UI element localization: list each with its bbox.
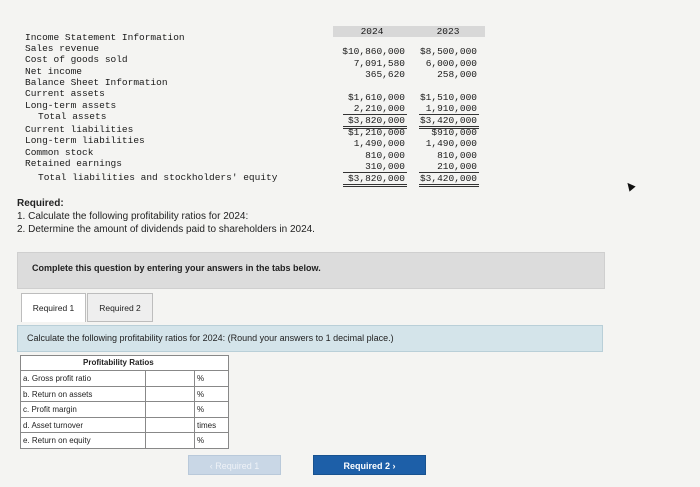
- value-2023-total: $3,420,000: [419, 173, 479, 187]
- profit-margin-input[interactable]: [145, 402, 195, 417]
- row-label: Net income: [25, 66, 83, 77]
- table-row: [21, 370, 228, 386]
- ratio-unit: %: [197, 389, 205, 399]
- row-label: Long-term assets: [25, 100, 117, 111]
- table-row: [21, 401, 228, 417]
- value-2024: $1,610,000: [347, 92, 405, 103]
- ratio-label: e. Return on equity: [23, 436, 91, 446]
- value-2024: $1,210,000: [347, 127, 405, 138]
- table-row: [21, 432, 228, 448]
- value-2023-total: $3,420,000: [419, 115, 479, 129]
- row-label: Balance Sheet Information: [25, 77, 168, 88]
- table-header: [21, 356, 228, 370]
- value-2023: 258,000: [437, 69, 477, 80]
- profitability-ratios-table: [20, 355, 229, 449]
- ratio-unit: %: [197, 436, 205, 446]
- question-instruction: [17, 325, 603, 352]
- ratio-unit: times: [197, 420, 217, 430]
- row-label: Income Statement Information: [25, 32, 185, 43]
- row-label: Total assets: [38, 111, 107, 122]
- value-2023: 210,000: [419, 161, 479, 173]
- ratio-unit: %: [197, 374, 205, 383]
- value-2023: 1,490,000: [425, 138, 477, 149]
- ratio-label: c. Profit margin: [23, 405, 77, 415]
- year-header-2024: 2024: [333, 26, 411, 37]
- row-label: Cost of goods sold: [25, 54, 128, 65]
- value-2024-total: $3,820,000: [343, 173, 407, 187]
- row-label: Common stock: [25, 147, 94, 158]
- value-2023: 6,000,000: [425, 58, 477, 69]
- instruction-text: Calculate the following profitability ratios for 2024: (Round your answers to 1 decimal place.): [27, 333, 394, 343]
- required-section: [17, 197, 315, 236]
- prev-required-1-button[interactable]: ‹ Required 1: [188, 455, 281, 475]
- ratio-label: d. Asset turnover: [23, 420, 84, 430]
- row-label: Current liabilities: [25, 124, 134, 135]
- value-2023: 810,000: [437, 150, 477, 161]
- row-label: Current assets: [25, 88, 105, 99]
- value-2023: 1,910,000: [419, 103, 479, 115]
- instruction-banner: [17, 252, 605, 289]
- row-label: Long-term liabilities: [25, 135, 145, 146]
- ratio-label: b. Return on assets: [23, 389, 93, 399]
- return-on-equity-input[interactable]: [145, 433, 195, 448]
- value-2023: $1,510,000: [419, 92, 477, 103]
- value-2024: 7,091,580: [353, 58, 405, 69]
- required-item: 1. Calculate the following profitability ratios for 2024:: [17, 211, 249, 222]
- row-label: Total liabilities and stockholders' equity: [38, 172, 278, 183]
- ratio-unit: %: [197, 405, 205, 415]
- return-on-assets-input[interactable]: [145, 387, 195, 402]
- required-title: Required:: [17, 198, 64, 209]
- required-item: 2. Determine the amount of dividends paid to shareholders in 2024.: [17, 224, 315, 235]
- value-2024: 2,210,000: [343, 103, 407, 115]
- row-label: Retained earnings: [25, 158, 122, 169]
- year-header-2023: 2023: [411, 26, 485, 37]
- value-2024: 365,620: [365, 69, 405, 80]
- banner-text: Complete this question by entering your answers in the tabs below.: [32, 263, 321, 273]
- value-2024: 310,000: [343, 161, 407, 173]
- tab-required-1[interactable]: Required 1: [21, 293, 86, 322]
- value-2024: $10,860,000: [342, 46, 405, 57]
- next-required-2-button[interactable]: Required 2 ›: [313, 455, 426, 475]
- table-header-label: Profitability Ratios: [83, 358, 154, 367]
- value-2023: $910,000: [431, 127, 477, 138]
- value-2024: 1,490,000: [353, 138, 405, 149]
- row-label: Sales revenue: [25, 43, 100, 54]
- value-2024: 810,000: [365, 150, 405, 161]
- table-row: [21, 417, 228, 433]
- value-2024-total: $3,820,000: [343, 115, 407, 129]
- ratio-label: a. Gross profit ratio: [23, 374, 92, 383]
- mouse-cursor-icon: [624, 180, 635, 191]
- table-row: [21, 386, 228, 402]
- value-2023: $8,500,000: [419, 46, 477, 57]
- tab-required-2[interactable]: Required 2: [87, 293, 153, 322]
- asset-turnover-input[interactable]: [145, 418, 195, 433]
- gross-profit-ratio-input[interactable]: [145, 371, 195, 386]
